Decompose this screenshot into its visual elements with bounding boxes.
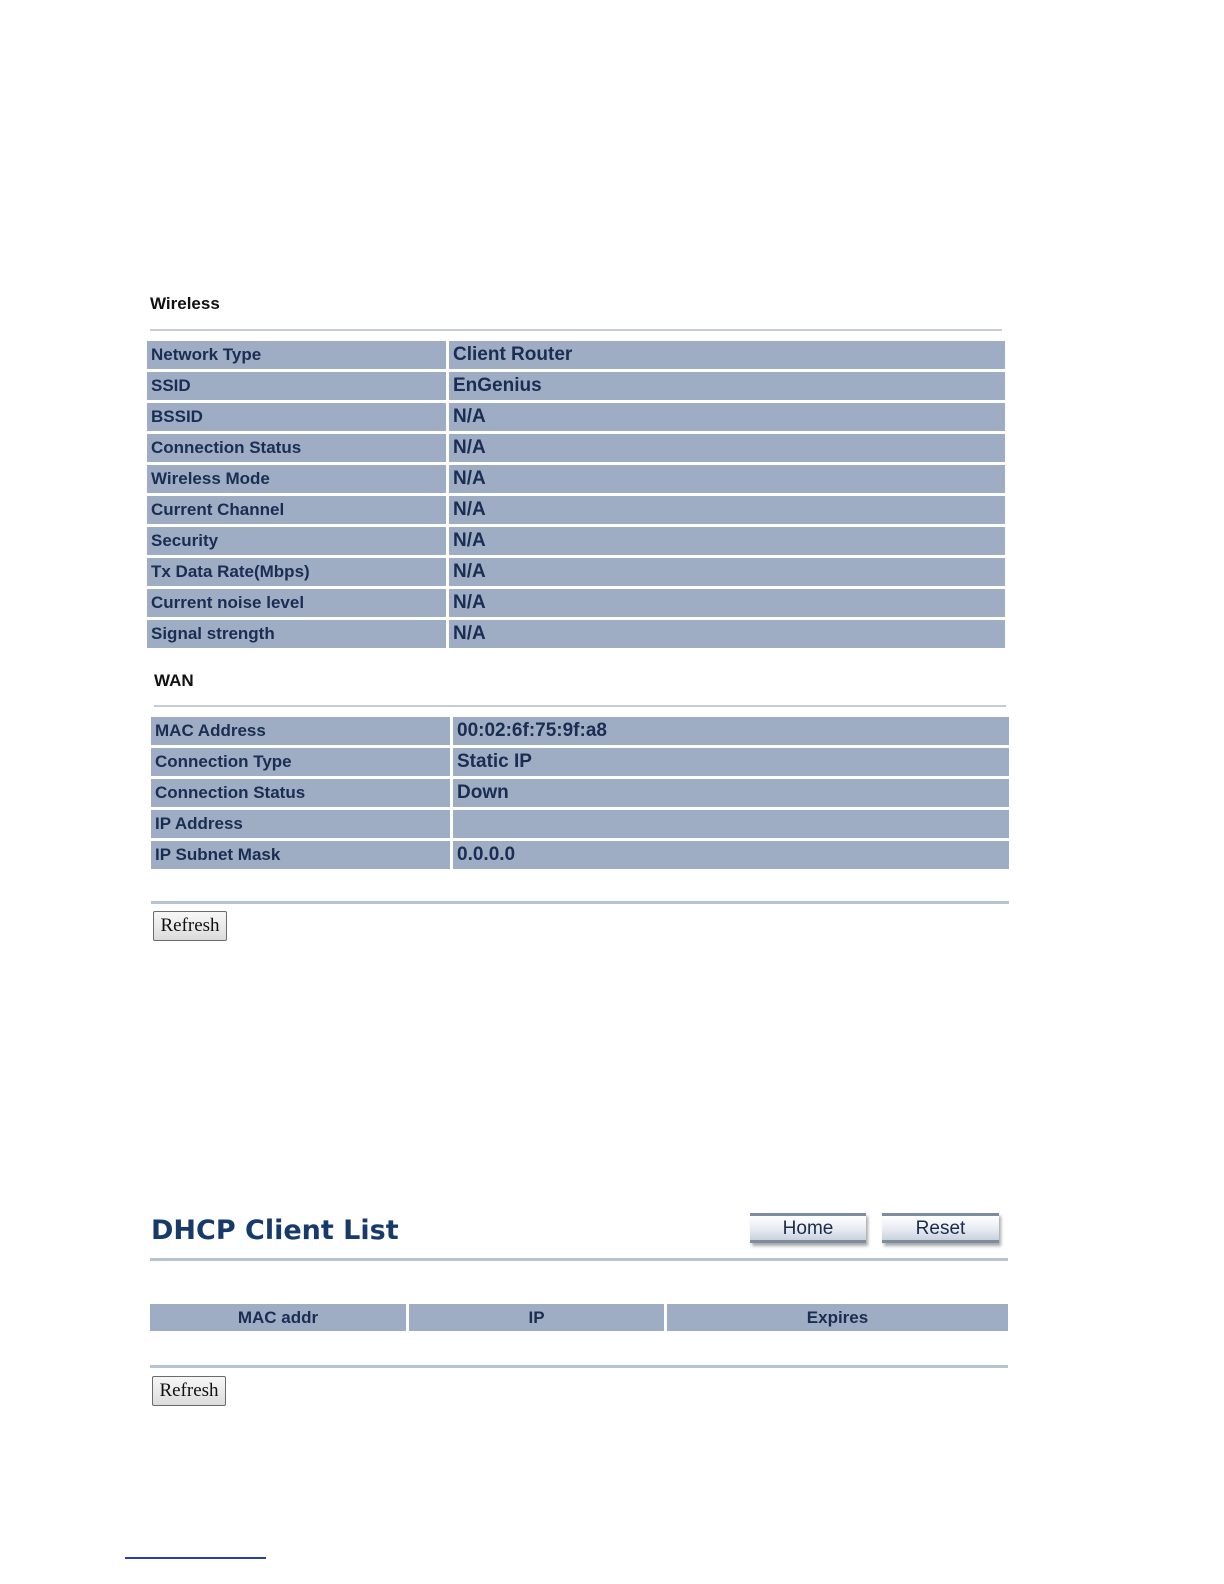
row-label: Current noise level: [147, 589, 446, 617]
row-value: N/A: [446, 496, 1005, 524]
table-row: [151, 717, 1009, 745]
row-value: N/A: [446, 403, 1005, 431]
row-value: N/A: [446, 589, 1005, 617]
row-label: Signal strength: [147, 620, 446, 648]
row-label: Connection Status: [147, 434, 446, 462]
row-value: N/A: [446, 620, 1005, 648]
row-value: Client Router: [446, 341, 1005, 369]
table-row: [147, 558, 1005, 586]
dhcp-page-title: DHCP Client List: [151, 1215, 399, 1246]
dhcp-title-divider: [150, 1258, 1008, 1261]
wireless-section-title: Wireless: [150, 294, 220, 313]
table-row: [147, 527, 1005, 555]
table-row: [151, 841, 1009, 869]
reset-button[interactable]: Reset: [882, 1213, 999, 1243]
row-value: EnGenius: [446, 372, 1005, 400]
row-label: Wireless Mode: [147, 465, 446, 493]
row-label: Security: [147, 527, 446, 555]
wan-refresh-button[interactable]: Refresh: [153, 911, 227, 941]
row-label: Current Channel: [147, 496, 446, 524]
row-label: Connection Status: [151, 779, 450, 807]
row-label: MAC Address: [151, 717, 450, 745]
table-row: [147, 434, 1005, 462]
row-value: N/A: [446, 465, 1005, 493]
row-value: [450, 810, 1009, 838]
column-header-mac: MAC addr: [150, 1304, 406, 1331]
row-label: IP Subnet Mask: [151, 841, 450, 869]
wireless-divider: [150, 329, 1002, 331]
row-value: Static IP: [450, 748, 1009, 776]
table-row: [151, 810, 1009, 838]
wan-section-title: WAN: [154, 671, 194, 690]
table-row: [147, 403, 1005, 431]
footnote-separator: [125, 1557, 266, 1559]
row-value: Down: [450, 779, 1009, 807]
row-label: Connection Type: [151, 748, 450, 776]
table-row: [147, 620, 1005, 648]
row-value: N/A: [446, 558, 1005, 586]
table-row: [147, 496, 1005, 524]
row-value: N/A: [446, 434, 1005, 462]
wan-bottom-divider: [151, 901, 1009, 904]
row-label: Network Type: [147, 341, 446, 369]
table-row: [147, 341, 1005, 369]
row-value: 0.0.0.0: [450, 841, 1009, 869]
column-header-expires: Expires: [667, 1304, 1008, 1331]
table-row: [147, 372, 1005, 400]
row-value: N/A: [446, 527, 1005, 555]
wireless-table: [147, 338, 1005, 651]
table-row: [151, 748, 1009, 776]
dhcp-bottom-divider: [150, 1365, 1008, 1368]
dhcp-refresh-button[interactable]: Refresh: [152, 1376, 226, 1406]
wan-divider: [154, 705, 1006, 707]
table-row: [147, 589, 1005, 617]
column-header-ip: IP: [409, 1304, 664, 1331]
row-value: 00:02:6f:75:9f:a8: [450, 717, 1009, 745]
home-button[interactable]: Home: [750, 1213, 866, 1243]
row-label: BSSID: [147, 403, 446, 431]
row-label: SSID: [147, 372, 446, 400]
table-row: [147, 465, 1005, 493]
wan-table: [151, 714, 1009, 872]
row-label: IP Address: [151, 810, 450, 838]
table-row: [151, 779, 1009, 807]
row-label: Tx Data Rate(Mbps): [147, 558, 446, 586]
